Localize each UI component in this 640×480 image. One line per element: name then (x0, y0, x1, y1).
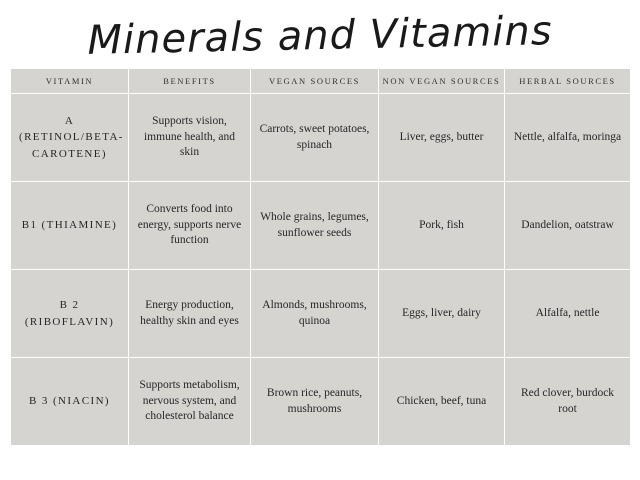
cell-benefits: Supports vision, immune health, and skin (129, 94, 251, 182)
column-header-herbal-sources: HERBAL SOURCES (505, 69, 631, 94)
cell-vitamin: B1 (THIAMINE) (11, 182, 129, 270)
table-row (11, 270, 631, 358)
cell-vegan-sources: Carrots, sweet potatoes, spinach (251, 94, 379, 182)
cell-non-vegan-sources: Eggs, liver, dairy (379, 270, 505, 358)
column-header-vegan-sources: VEGAN SOURCES (251, 69, 379, 94)
vitamins-table (10, 68, 631, 446)
cell-vegan-sources: Almonds, mushrooms, quinoa (251, 270, 379, 358)
cell-non-vegan-sources: Pork, fish (379, 182, 505, 270)
table-row (11, 358, 631, 446)
cell-benefits: Converts food into energy, supports nerve function (129, 182, 251, 270)
cell-non-vegan-sources: Chicken, beef, tuna (379, 358, 505, 446)
cell-vegan-sources: Whole grains, legumes, sunflower seeds (251, 182, 379, 270)
cell-vegan-sources: Brown rice, peanuts, mushrooms (251, 358, 379, 446)
cell-benefits: Supports metabolism, nervous system, and cholesterol balance (129, 358, 251, 446)
cell-non-vegan-sources: Liver, eggs, butter (379, 94, 505, 182)
cell-vitamin: B 3 (NIACIN) (11, 358, 129, 446)
table-row (11, 94, 631, 182)
page-title: Minerals and Vitamins (87, 8, 554, 64)
column-header-vitamin: VITAMIN (11, 69, 129, 94)
cell-herbal-sources: Red clover, burdock root (505, 358, 631, 446)
cell-benefits: Energy production, healthy skin and eyes (129, 270, 251, 358)
table-container (0, 68, 640, 446)
table-body (11, 94, 631, 446)
cell-herbal-sources: Dandelion, oatstraw (505, 182, 631, 270)
cell-herbal-sources: Nettle, alfalfa, moringa (505, 94, 631, 182)
cell-vitamin: B 2 (RIBOFLAVIN) (11, 270, 129, 358)
table-row (11, 182, 631, 270)
cell-vitamin: A (RETINOL/BETA-CAROTENE) (11, 94, 129, 182)
cell-herbal-sources: Alfalfa, nettle (505, 270, 631, 358)
column-header-benefits: BENEFITS (129, 69, 251, 94)
column-header-non-vegan-sources: NON VEGAN SOURCES (379, 69, 505, 94)
